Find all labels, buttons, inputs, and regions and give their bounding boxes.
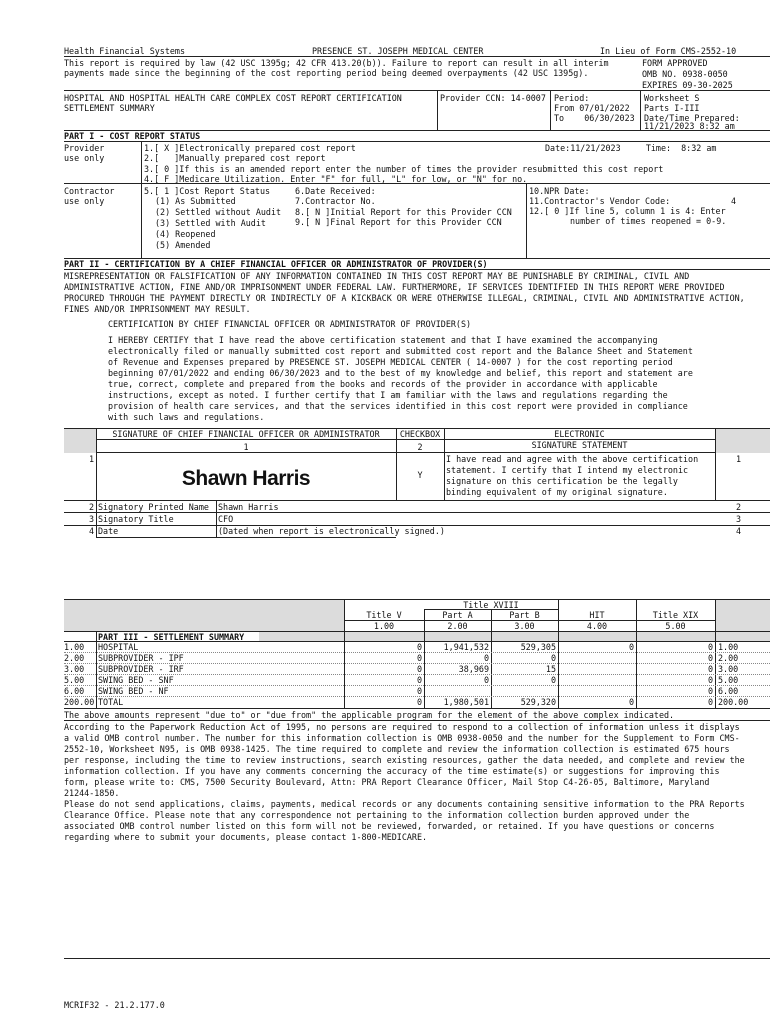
cell-value: 0 <box>550 653 556 663</box>
rule <box>64 512 770 513</box>
rule <box>64 599 770 600</box>
item-electronic-date: Date:11/21/2023 Time: 8:32 am <box>545 143 717 153</box>
line-number: 200.00 <box>64 697 95 707</box>
cert-line: of Revenue and Expenses prepared by PRESENCE ST. JOSEPH MEDICAL CENTER ( 14-0007 ) for the cost reporting period <box>108 357 673 367</box>
cell-value: 15 <box>545 664 556 674</box>
title-value: CFO <box>218 514 234 524</box>
paperwork-line: 2552-10, Worksheet N95, is OMB 0938-1425. The time required to complete and review the information collection is estimated 675 hours <box>64 744 730 754</box>
rule <box>64 183 770 184</box>
col-num: 1 <box>243 442 249 452</box>
vendor-code: 11.Contractor's Vendor Code: <box>529 196 671 206</box>
divider <box>396 428 397 500</box>
col-electronic-header: ELECTRONIC <box>554 429 605 439</box>
header-right: In Lieu of Form CMS-2552-10 <box>600 46 737 56</box>
cert-line: true, correct, complete and prepared from the books and records of the provider in accordance with applicable <box>108 379 658 389</box>
shade <box>64 438 96 453</box>
divider <box>715 428 716 500</box>
omb-number: OMB NO. 0938-0050 <box>642 69 728 79</box>
divider <box>558 599 559 709</box>
initial-report: 8.[ N ]Initial Report for this Provider CCN <box>295 207 512 217</box>
head-hit: HIT <box>589 610 605 620</box>
provider-use-label2: use only <box>64 153 105 163</box>
cell-value: 0 <box>416 675 422 685</box>
head-title-v: Title V <box>366 610 402 620</box>
line-number-right: 200.00 <box>718 697 749 707</box>
settlement-note: The above amounts represent "due to" or "due from" the applicable program for the element of the above complex indicated. <box>64 710 675 720</box>
cell-value: 0 <box>416 653 422 663</box>
status-option-5: (5) Amended <box>155 240 211 250</box>
reopened-note: number of times reopened = 0-9. <box>570 216 727 226</box>
warning-line4: FINES AND/OR IMPRISONMENT MAY RESULT. <box>64 304 251 314</box>
cell-value: 0 <box>416 642 422 652</box>
row-number: 1 <box>88 454 94 464</box>
printed-name-label: Signatory Printed Name <box>98 502 209 512</box>
cell-value: 0 <box>550 675 556 685</box>
divider <box>216 500 217 538</box>
colnum: 4.00 <box>586 621 608 631</box>
row-number-right: 3 <box>736 514 742 524</box>
title-label: Signatory Title <box>98 514 174 524</box>
row-number-right: 2 <box>736 502 742 512</box>
cert-line: electronically filed or manually submitted cost report and submitted cost report and the Balance Sheet and Statement <box>108 346 693 356</box>
checkbox-value: Y <box>417 470 423 480</box>
line-number-right: 6.00 <box>718 686 739 696</box>
date-prepared-label: Date/Time Prepared: <box>644 113 740 123</box>
status-option-2: (2) Settled without Audit <box>155 207 282 217</box>
line-number: 3.00 <box>64 664 85 674</box>
divider <box>437 90 438 130</box>
row-label: SWING BED - NF <box>98 686 169 696</box>
row-label: TOTAL <box>98 697 124 707</box>
cell-value: 0 <box>416 664 422 674</box>
contractor-use-label2: use only <box>64 196 105 206</box>
paperwork-line: regarding where to submit your documents, please contact 1-800-MEDICARE. <box>64 832 428 842</box>
date-value: (Dated when report is electronically signed.) <box>218 526 445 536</box>
status-option-1: (1) As Submitted <box>155 196 236 206</box>
head-title-xix: Title XIX <box>652 610 699 620</box>
colnum: 2.00 <box>447 621 468 631</box>
status-option-4: (4) Reopened <box>155 229 216 239</box>
header-rule <box>64 56 770 57</box>
item-manual: 2.[ ]Manually prepared cost report <box>144 153 326 163</box>
shade <box>64 428 96 438</box>
paperwork-line: associated OMB control number listed on this form will not be reviewed, forwarded, or retained. If you have questions or concerns <box>64 821 715 831</box>
shade <box>259 631 770 641</box>
part2-heading: PART II - CERTIFICATION BY A CHIEF FINANCIAL OFFICER OR ADMINISTRATOR OF PROVIDER(S) <box>64 259 488 269</box>
row-number: 3 <box>88 514 94 524</box>
cert-line: I HEREBY CERTIFY that I have read the above certification statement and that I have examined the accompanying <box>108 335 658 345</box>
reopened: 12.[ 0 ]If line 5, column 1 is 4: Enter <box>529 206 726 216</box>
rule <box>64 720 770 721</box>
paperwork-line: information collection. If you have any comments concerning the accuracy of the time estimate(s) or suggestions for improving this <box>64 766 720 776</box>
period-label: Period: <box>554 93 590 103</box>
cell-value: 0 <box>707 686 713 696</box>
npr-date: 10.NPR Date: <box>529 186 590 196</box>
footer-rule <box>64 958 770 959</box>
paperwork-line: Clearance Office. Please note that any correspondence not pertaining to the information collection burden approved under the <box>64 810 690 820</box>
cell-value: 529,320 <box>520 697 556 707</box>
row-number-right: 4 <box>736 526 742 536</box>
rule <box>64 269 770 270</box>
contractor-no: 7.Contractor No. <box>295 196 376 206</box>
report-subtitle: SETTLEMENT SUMMARY <box>64 103 155 113</box>
expires: EXPIRES 09-30-2025 <box>642 80 733 90</box>
rule <box>96 452 715 453</box>
sig-statement: statement. I certify that I intend my electronic <box>446 465 689 475</box>
report-title: HOSPITAL AND HOSPITAL HEALTH CARE COMPLEX COST REPORT CERTIFICATION <box>64 93 402 103</box>
paperwork-line: According to the Paperwork Reduction Act of 1995, no persons are required to respond to a collection of information unless it displays <box>64 722 740 732</box>
date-prepared-value: 11/21/2023 8:32 am <box>644 121 735 131</box>
header-left: Health Financial Systems <box>64 46 186 56</box>
row-number-right: 1 <box>736 454 742 464</box>
divider <box>444 428 445 500</box>
item-amended: 3.[ 0 ]If this is an amended report enter the number of times the provider resubmitted this cost report <box>144 164 664 174</box>
head-part-b: Part B <box>509 610 540 620</box>
cell-value: 0 <box>707 697 713 707</box>
footer-code: MCRIF32 - 21.2.177.0 <box>64 1000 165 1010</box>
warning-line3: PROCURED THROUGH THE PAYMENT DIRECTLY OR INDIRECTLY OF A KICKBACK OR WERE OTHERWISE ILLEGAL, CRIMINAL, CIVIL AND ADMINISTRATIVE ACTION, <box>64 293 745 303</box>
col-electronic-header2: SIGNATURE STATEMENT <box>531 440 628 450</box>
cell-value: 0 <box>416 697 422 707</box>
col-checkbox-header: CHECKBOX <box>399 429 441 439</box>
rule <box>64 708 770 709</box>
line-number-right: 2.00 <box>718 653 739 663</box>
cell-value: 38,969 <box>458 664 489 674</box>
line-number: 1.00 <box>64 642 85 652</box>
cell-value: 0 <box>707 653 713 663</box>
certification-title: CERTIFICATION BY CHIEF FINANCIAL OFFICER OR ADMINISTRATOR OF PROVIDER(S) <box>108 319 472 329</box>
vendor-code-value: 4 <box>731 196 737 206</box>
cell-value: 529,305 <box>520 642 556 652</box>
shade <box>715 599 770 631</box>
row-label: SUBPROVIDER - IRF <box>98 664 184 674</box>
provider-ccn: Provider CCN: 14-0007 <box>440 93 546 103</box>
sig-statement: binding equivalent of my original signature. <box>446 487 668 497</box>
rule <box>64 500 770 501</box>
final-report: 9.[ N ]Final Report for this Provider CCN <box>295 217 502 227</box>
header-notice-line1: This report is required by law (42 USC 1395g; 42 CFR 413.20(b)). Failure to report can result in all interim <box>64 58 609 68</box>
cell-value: 0 <box>628 642 634 652</box>
divider <box>640 90 641 130</box>
divider <box>526 183 527 258</box>
contractor-use-label: Contractor <box>64 186 115 196</box>
cert-line: beginning 07/01/2022 and ending 06/30/2023 and to the best of my knowledge and belief, this report and statement are <box>108 368 693 378</box>
warning-line1: MISREPRESENTATION OR FALSIFICATION OF ANY INFORMATION CONTAINED IN THIS COST REPORT MAY BE PUNISHABLE BY CRIMINAL, CIVIL AND <box>64 271 690 281</box>
paperwork-line: Please do not send applications, claims, payments, medical records or any documents containing sensitive information to the PRA Reports <box>64 799 745 809</box>
header-notice-line2: payments made since the beginning of the cost reporting period being deemed overpayments (42 USC 1395g). <box>64 68 589 78</box>
signature: Shawn Harris <box>181 467 311 490</box>
sig-statement: I have read and agree with the above certification <box>446 454 699 464</box>
parts: Parts I-III <box>644 103 700 113</box>
divider <box>141 141 142 183</box>
paperwork-line: a valid OMB control number. The number for this information collection is OMB 0938-0050 and the number for the Supplement to Form CMS- <box>64 733 740 743</box>
row-label: HOSPITAL <box>98 642 139 652</box>
head-part-a: Part A <box>442 610 473 620</box>
row-number: 2 <box>88 502 94 512</box>
line-number-right: 5.00 <box>718 675 739 685</box>
cell-value: 1,941,532 <box>443 642 489 652</box>
cert-line: with such laws and regulations. <box>108 412 265 422</box>
cert-line: provision of health care services, and that the services identified in this cost report were provided in compliance <box>108 401 688 411</box>
paperwork-line: form, please write to: CMS, 7500 Security Boulevard, Attn: PRA Report Clearance Officer, Mail Stop C4-26-05, Baltimore, Maryland <box>64 777 710 787</box>
colnum: 5.00 <box>665 621 686 631</box>
cell-value: 0 <box>628 697 634 707</box>
row-number: 4 <box>88 526 94 536</box>
warning-line2: ADMINISTRATIVE ACTION, FINE AND/OR IMPRISONMENT UNDER FEDERAL LAW. FURTHERMORE, IF SERVICES IDENTIFIED IN THIS REPORT WERE PROVIDED <box>64 282 725 292</box>
divider <box>344 599 345 709</box>
form-approved: FORM APPROVED <box>642 58 708 68</box>
date-label: Date <box>98 526 119 536</box>
paperwork-line: 21244-1850. <box>64 788 120 798</box>
line-number: 5.00 <box>64 675 85 685</box>
item-electronic: 1.[ X ]Electronically prepared cost report <box>144 143 356 153</box>
divider <box>96 631 97 709</box>
colnum: 1.00 <box>373 621 395 631</box>
header-center: PRESENCE ST. JOSEPH MEDICAL CENTER <box>312 46 484 56</box>
cell-value: 1,980,501 <box>443 697 489 707</box>
part3-heading: PART III - SETTLEMENT SUMMARY <box>98 632 245 642</box>
line-number-right: 3.00 <box>718 664 739 674</box>
line-number: 6.00 <box>64 686 85 696</box>
status-option-3: (3) Settled with Audit <box>155 218 266 228</box>
sig-statement: signature on this certification be the legally <box>446 476 678 486</box>
paperwork-line: per response, including the time to review instructions, search existing resources, gather the data needed, and complete and review the <box>64 755 745 765</box>
col-num: 2 <box>417 442 423 452</box>
cell-value: 0 <box>483 675 489 685</box>
cost-report-status: 5.[ 1 ]Cost Report Status <box>144 186 271 196</box>
rule <box>96 537 396 538</box>
period-from: From 07/01/2022 <box>554 103 630 113</box>
rule <box>64 90 770 91</box>
divider <box>550 90 551 130</box>
date-received: 6.Date Received: <box>295 186 376 196</box>
col-signature-header: SIGNATURE OF CHIEF FINANCIAL OFFICER OR ADMINISTRATOR <box>112 429 380 439</box>
period-to: To 06/30/2023 <box>554 113 635 123</box>
part1-heading: PART I - COST REPORT STATUS <box>64 131 201 141</box>
colnum: 3.00 <box>514 621 535 631</box>
divider <box>141 183 142 258</box>
cell-value: 0 <box>707 675 713 685</box>
row-label: SUBPROVIDER - IPF <box>98 653 184 663</box>
line-number: 2.00 <box>64 653 85 663</box>
shade <box>715 428 770 453</box>
rule <box>64 141 770 142</box>
title-xviii-header: Title XVIII <box>463 600 519 610</box>
provider-use-label: Provider <box>64 143 105 153</box>
divider <box>636 599 637 709</box>
cert-line: instructions, except as noted. I further certify that I am familiar with the laws and regulations regarding the <box>108 390 668 400</box>
worksheet: Worksheet S <box>644 93 700 103</box>
divider <box>715 599 716 709</box>
item-utilization: 4.[ F ]Medicare Utilization. Enter "F" for full, "L" for low, or "N" for no. <box>144 174 528 184</box>
cell-value: 0 <box>707 642 713 652</box>
printed-name-value: Shawn Harris <box>218 502 279 512</box>
cell-value: 0 <box>416 686 422 696</box>
cell-value: 0 <box>707 664 713 674</box>
row-label: SWING BED - SNF <box>98 675 174 685</box>
line-number-right: 1.00 <box>718 642 739 652</box>
cell-value: 0 <box>483 653 489 663</box>
shade <box>64 599 344 631</box>
